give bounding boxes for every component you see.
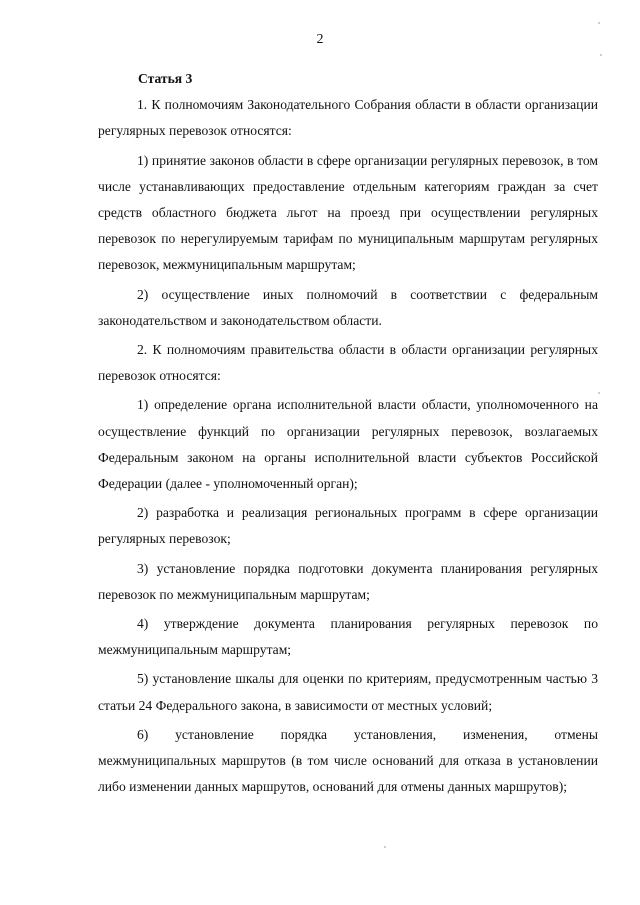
scan-speck [600, 54, 602, 56]
paragraph-1: 1. К полномочиям Законодательного Собрания области в области организации регулярных перевозок относятся: [98, 97, 598, 139]
paragraph-7: 3) установление порядка подготовки документа планирования регулярных перевозок по межмуниципальным маршрутам; [98, 560, 598, 602]
paragraph-4: 2. К полномочиям правительства области в области организации регулярных перевозок относятся: [98, 342, 598, 384]
scan-speck [598, 22, 600, 24]
paragraph-9: 5) установление шкалы для оценки по критериям, предусмотренным частью 3 статьи 24 Федерального закона, в зависимости от местных условий; [98, 671, 598, 713]
paragraph-3: 2) осуществление иных полномочий в соответствии с федеральным законодательством и законодательством области. [98, 286, 598, 328]
scan-speck [598, 392, 600, 394]
paragraph-8: 4) утверждение документа планирования регулярных перевозок по межмуниципальным маршрутам; [98, 616, 598, 658]
paragraph-6: 2) разработка и реализация региональных программ в сфере организации регулярных перевозок; [98, 505, 598, 547]
article-heading: Статья 3 [138, 71, 193, 86]
paragraph-2: 1) принятие законов области в сфере организации регулярных перевозок, в том числе устанавливающих предоставление отдельным категориям граждан за счет средств областного бюджета льгот на проезд при осуществлении регулярных перевозок по нерегулируемым тарифам по муниципальным маршрутам регулярных перевозок, межмуниципальным маршрутам; [98, 152, 598, 273]
paragraph-10: 6) установление порядка установления, изменения, отмены межмуниципальных маршрутов (в том числе оснований для отказа в установлении либо изменении данных маршрутов, оснований для отмены данных маршрутов); [98, 726, 598, 795]
document-body [98, 66, 598, 800]
paragraph-5: 1) определение органа исполнительной власти области, уполномоченного на осуществление функций по организации регулярных перевозок, возлагаемых Федеральным законом на органы исполнительной власти субъектов Российской Федерации (далее - уполномоченный орган); [98, 397, 598, 492]
scan-speck [384, 846, 386, 848]
page-number: 2 [316, 32, 324, 47]
